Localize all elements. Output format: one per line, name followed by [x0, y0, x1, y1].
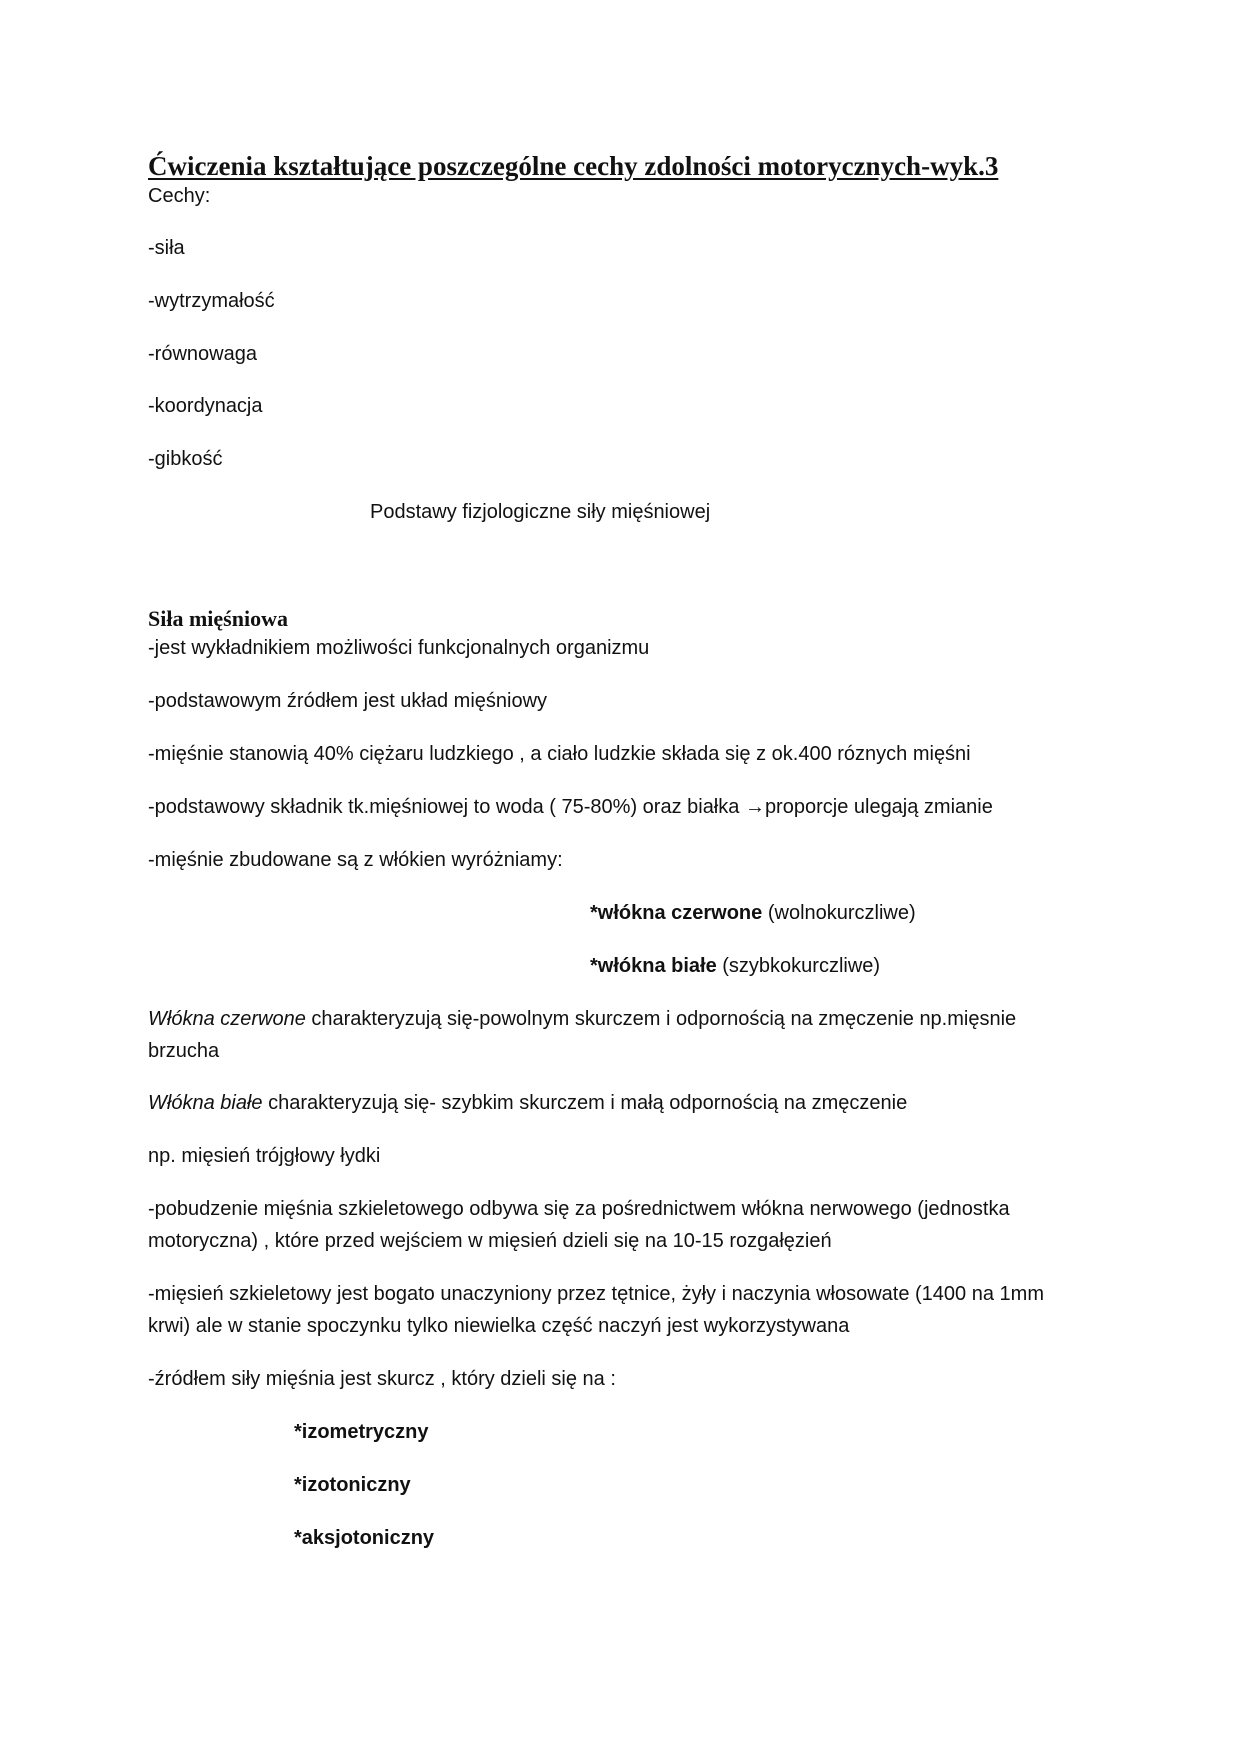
fiber-name-italic: Włókna czerwone [148, 1008, 306, 1030]
paragraph-cont: motoryczna) , które przed wejściem w mięsień dzieli się na 10-15 rozgałęzień [148, 1230, 832, 1252]
fiber-type-label: *włókna białe [590, 955, 717, 977]
paragraph-text: proporcje ulegają zmianie [764, 796, 993, 818]
fiber-name-italic: Włókna białe [148, 1092, 263, 1114]
red-fiber-description-cont: brzucha [148, 1040, 220, 1062]
feature-item: -równowaga [148, 343, 257, 365]
paragraph-cont: krwi) ale w stanie spoczynku tylko niewielka część naczyń jest wykorzystywana [148, 1315, 850, 1337]
feature-item: -wytrzymałość [148, 290, 275, 312]
feature-item: -koordynacja [148, 395, 263, 417]
paragraph: -jest wykładnikiem możliwości funkcjonalnych organizmu [148, 637, 650, 659]
white-fiber-example: np. mięsień trójgłowy łydki [148, 1145, 381, 1167]
section-heading: Siła mięśniowa [148, 606, 288, 631]
description-text: charakteryzują się-powolnym skurczem i odpornością na zmęczenie np.mięsnie [305, 1008, 1017, 1030]
paragraph: -mięsień szkieletowy jest bogato unaczyniony przez tętnice, żyły i naczynia włosowate (1400 na 1mm [148, 1283, 1044, 1305]
white-fiber-description [148, 1091, 907, 1115]
fiber-type-white [590, 954, 880, 978]
feature-item: -gibkość [148, 448, 223, 470]
description-text: charakteryzują się- szybkim skurczem i małą odpornością na zmęczenie [262, 1092, 908, 1114]
features-label: Cechy: [148, 185, 211, 207]
feature-item: -siła [148, 237, 185, 259]
paragraph: -pobudzenie mięśnia szkieletowego odbywa się za pośrednictwem włókna nerwowego (jednostka [148, 1198, 1010, 1220]
contraction-type: *izotoniczny [294, 1474, 411, 1496]
paragraph: -źródłem siły mięśnia jest skurcz , który dzieli się na : [148, 1368, 616, 1390]
subtitle: Podstawy fizjologiczne siły mięśniowej [370, 501, 711, 523]
arrow-right-icon: → [744, 796, 765, 818]
paragraph: -mięśnie stanowią 40% ciężaru ludzkiego , a ciało ludzkie składa się z ok.400 róznych mięśni [148, 743, 971, 765]
document-title: Ćwiczenia kształtujące poszczególne cechy zdolności motorycznych-wyk.3 [148, 151, 999, 181]
contraction-type: *izometryczny [294, 1421, 429, 1443]
paragraph-text: -podstawowy składnik tk.mięśniowej to woda ( 75-80%) oraz białka [148, 796, 745, 818]
fiber-type-note: (szybkokurczliwe) [716, 955, 881, 977]
paragraph: -mięśnie zbudowane są z włókien wyróżniamy: [148, 849, 563, 871]
paragraph [148, 795, 993, 819]
contraction-type: *aksjotoniczny [294, 1527, 435, 1549]
paragraph: -podstawowym źródłem jest układ mięśniowy [148, 690, 548, 712]
red-fiber-description [148, 1007, 1016, 1031]
fiber-type-label: *włókna czerwone [590, 902, 763, 924]
fiber-type-red [590, 901, 916, 925]
fiber-type-note: (wolnokurczliwe) [762, 902, 916, 924]
